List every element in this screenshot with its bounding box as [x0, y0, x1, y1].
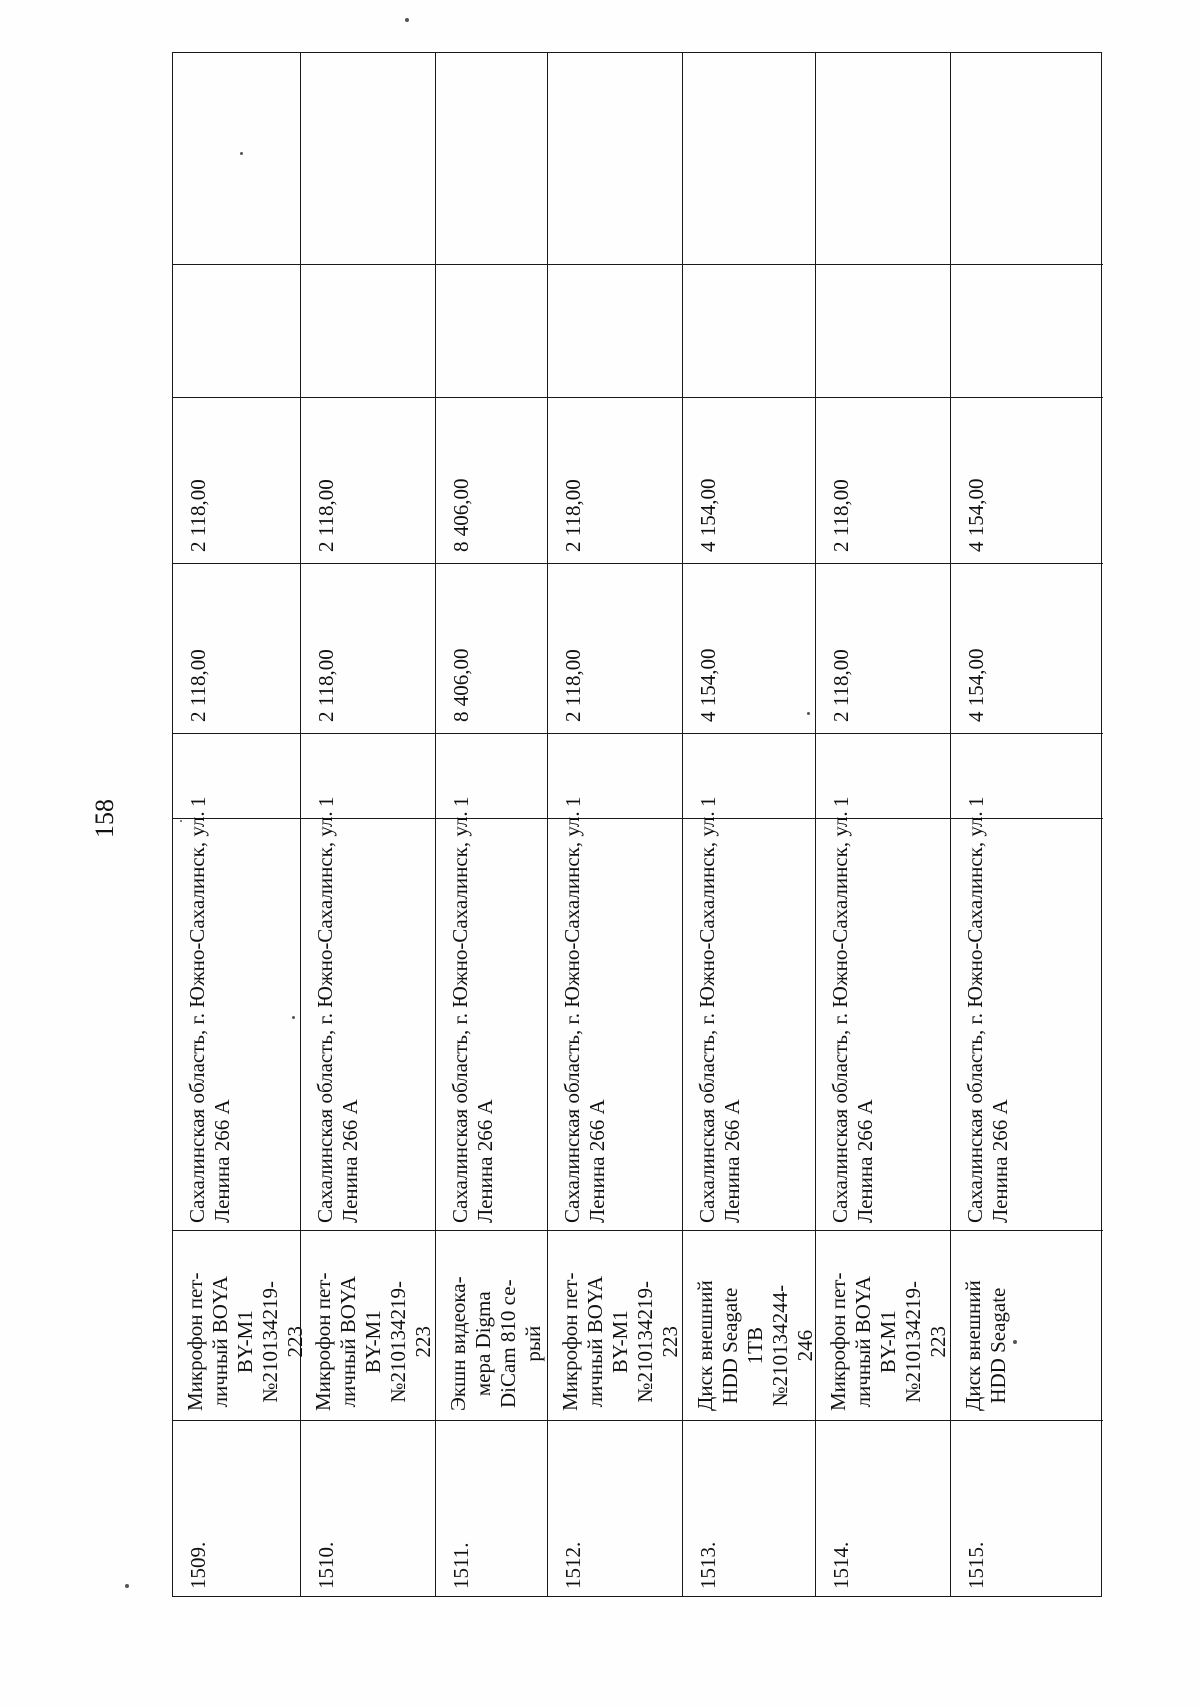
address-cell	[548, 811, 682, 1230]
qty-value: 1	[186, 796, 210, 807]
item-name	[693, 1280, 818, 1411]
col7-cell	[436, 264, 547, 397]
sum-value: 8 406,00	[449, 478, 473, 552]
qty-cell	[951, 733, 1103, 818]
sum-value: 4 154,00	[696, 478, 720, 552]
text-line: 223	[926, 1326, 950, 1358]
text-line: №210134219-	[901, 1281, 925, 1403]
num-value: 1510.	[314, 1541, 338, 1589]
scan-speck	[292, 1016, 295, 1019]
price-cell	[436, 563, 547, 733]
num-value: 1512.	[561, 1541, 585, 1589]
col7-cell	[683, 264, 815, 397]
price-value: 2 118,00	[314, 649, 338, 722]
table-row	[548, 53, 683, 1596]
item-address	[963, 811, 1013, 1223]
text-line: HDD Seagate	[986, 1287, 1010, 1404]
col8-cell	[436, 53, 547, 264]
address-cell	[816, 811, 950, 1230]
item-name-cell	[173, 1230, 307, 1420]
table-row	[683, 53, 816, 1596]
text-line: Ленина 266 А	[988, 1099, 1012, 1223]
item-name-cell	[816, 1230, 950, 1420]
text-line: Микрофон пет-	[826, 1272, 850, 1411]
price-cell	[301, 563, 435, 733]
qty-value: 1	[314, 796, 338, 807]
qty-cell	[301, 733, 435, 818]
row-number-cell	[436, 1420, 547, 1598]
scan-speck	[807, 712, 810, 715]
text-line: Микрофон пет-	[183, 1272, 207, 1411]
sum-cell	[951, 397, 1103, 563]
address-cell	[683, 811, 815, 1230]
text-line: рый	[521, 1325, 545, 1362]
item-address	[560, 811, 610, 1223]
num-value: 1515.	[964, 1541, 988, 1589]
text-line: 223	[658, 1326, 682, 1358]
text-line: 223	[411, 1326, 435, 1358]
price-value: 2 118,00	[829, 649, 853, 722]
text-line: Сахалинская область, г. Южно-Сахалинск, ул.	[313, 811, 337, 1223]
col8-cell	[301, 53, 435, 264]
row-number-cell	[683, 1420, 815, 1598]
text-line: DiCam 810 се-	[496, 1279, 520, 1408]
sum-value: 4 154,00	[964, 478, 988, 552]
text-line: Сахалинская область, г. Южно-Сахалинск, ул.	[448, 811, 472, 1223]
qty-value: 1	[449, 796, 473, 807]
text-line: №210134219-	[633, 1281, 657, 1403]
text-line: Сахалинская область, г. Южно-Сахалинск, ул.	[828, 811, 852, 1223]
text-line: BY-M1	[233, 1310, 257, 1374]
item-name-cell	[548, 1230, 682, 1420]
text-line: Сахалинская область, г. Южно-Сахалинск, ул.	[963, 811, 987, 1223]
text-line: личный BOYA	[208, 1276, 232, 1408]
text-line: Сахалинская область, г. Южно-Сахалинск, ул.	[185, 811, 209, 1223]
item-name	[961, 1280, 1011, 1411]
item-address	[185, 811, 235, 1223]
price-value: 2 118,00	[561, 649, 585, 722]
qty-cell	[816, 733, 950, 818]
item-address	[695, 811, 745, 1223]
text-line: Диск внешний	[961, 1280, 985, 1411]
table-row	[301, 53, 436, 1596]
text-line: Ленина 266 А	[720, 1099, 744, 1223]
address-cell	[951, 811, 1103, 1230]
page-number: 158	[90, 799, 119, 838]
address-cell	[173, 811, 300, 1230]
num-value: 1511.	[449, 1542, 473, 1589]
table-row	[436, 53, 548, 1596]
col7-cell	[173, 264, 300, 397]
text-line: личный BOYA	[583, 1276, 607, 1408]
text-line: личный BOYA	[851, 1276, 875, 1408]
address-cell	[436, 811, 547, 1230]
row-number-cell	[548, 1420, 682, 1598]
text-line: Ленина 266 А	[210, 1099, 234, 1223]
row-number-cell	[816, 1420, 950, 1598]
qty-cell	[548, 733, 682, 818]
scan-speck	[1013, 1340, 1017, 1344]
item-address	[313, 811, 363, 1223]
text-line: Микрофон пет-	[311, 1272, 335, 1411]
table-row	[173, 53, 307, 1596]
text-line: Ленина 266 А	[338, 1099, 362, 1223]
qty-cell	[173, 733, 300, 818]
price-cell	[548, 563, 682, 733]
col8-cell	[816, 53, 950, 264]
row-number-cell	[301, 1420, 435, 1598]
text-line: BY-M1	[608, 1310, 632, 1374]
text-line: HDD Seagate	[718, 1287, 742, 1404]
sum-value: 2 118,00	[314, 479, 338, 552]
sum-value: 2 118,00	[829, 479, 853, 552]
item-name	[311, 1273, 436, 1411]
inventory-table	[172, 52, 1102, 1597]
table-row	[816, 53, 951, 1596]
col7-cell	[816, 264, 950, 397]
sum-cell	[173, 397, 300, 563]
scan-speck	[125, 1584, 129, 1588]
text-line: №210134219-	[386, 1281, 410, 1403]
text-line: Диск внешний	[693, 1280, 717, 1411]
price-value: 2 118,00	[186, 649, 210, 722]
col7-cell	[951, 264, 1103, 397]
sum-value: 2 118,00	[186, 479, 210, 552]
item-name	[183, 1273, 308, 1411]
text-line: Экшн видеока-	[446, 1276, 470, 1411]
text-line: Микрофон пет-	[558, 1272, 582, 1411]
qty-value: 1	[696, 796, 720, 807]
num-value: 1514.	[829, 1541, 853, 1589]
price-value: 4 154,00	[964, 648, 988, 722]
text-line: №210134219-	[258, 1281, 282, 1403]
item-name-cell	[683, 1230, 815, 1420]
text-line: 246	[793, 1329, 817, 1362]
qty-value: 1	[829, 796, 853, 807]
scan-speck	[240, 152, 243, 155]
qty-cell	[436, 733, 547, 818]
text-line: Ленина 266 А	[473, 1099, 497, 1223]
sum-cell	[301, 397, 435, 563]
col8-cell	[548, 53, 682, 264]
price-value: 8 406,00	[449, 648, 473, 722]
text-line: №210134244-	[768, 1284, 792, 1407]
sum-cell	[436, 397, 547, 563]
price-cell	[816, 563, 950, 733]
scan-speck	[405, 18, 409, 22]
sum-cell	[548, 397, 682, 563]
col7-cell	[548, 264, 682, 397]
item-name	[558, 1273, 683, 1411]
price-cell	[683, 563, 815, 733]
item-name-cell	[301, 1230, 435, 1420]
item-name	[446, 1276, 546, 1411]
item-name-cell	[951, 1230, 1103, 1420]
col8-cell	[173, 53, 300, 264]
item-name-cell	[436, 1230, 547, 1420]
col8-cell	[683, 53, 815, 264]
address-cell	[301, 811, 435, 1230]
text-line: мера Digma	[471, 1291, 495, 1397]
text-line: BY-M1	[361, 1310, 385, 1374]
num-value: 1513.	[696, 1541, 720, 1589]
text-line: Сахалинская область, г. Южно-Сахалинск, ул.	[695, 811, 719, 1223]
item-name	[826, 1273, 951, 1411]
text-line: BY-M1	[876, 1310, 900, 1374]
text-line: Сахалинская область, г. Южно-Сахалинск, ул.	[560, 811, 584, 1223]
item-address	[828, 811, 878, 1223]
num-value: 1509.	[186, 1541, 210, 1589]
sum-cell	[683, 397, 815, 563]
row-number-cell	[173, 1420, 300, 1598]
text-line: личный BOYA	[336, 1276, 360, 1408]
table-row	[951, 53, 1103, 1596]
row-number-cell	[951, 1420, 1103, 1598]
text-line: Ленина 266 А	[585, 1099, 609, 1223]
qty-value: 1	[561, 796, 585, 807]
col8-cell	[951, 53, 1103, 264]
price-value: 4 154,00	[696, 648, 720, 722]
qty-value: 1	[964, 796, 988, 807]
sum-cell	[816, 397, 950, 563]
sum-value: 2 118,00	[561, 479, 585, 552]
text-line: Ленина 266 А	[853, 1099, 877, 1223]
text-line: 1TB	[743, 1326, 767, 1365]
text-line: 223	[283, 1326, 307, 1358]
col7-cell	[301, 264, 435, 397]
item-address	[448, 811, 498, 1223]
qty-cell	[683, 733, 815, 818]
price-cell	[951, 563, 1103, 733]
price-cell	[173, 563, 300, 733]
